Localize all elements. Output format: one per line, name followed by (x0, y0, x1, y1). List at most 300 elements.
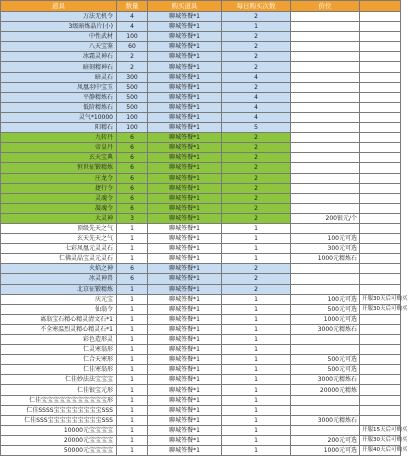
table-cell-qty: 2 (117, 52, 148, 62)
table-cell-name: 捷行令 (1, 183, 117, 193)
table-cell-item: 聊城签餐*1 (148, 405, 222, 415)
table-cell-note (360, 62, 401, 72)
table-cell-item: 聊城签餐*1 (148, 254, 222, 264)
table-cell-note (360, 284, 401, 294)
table-cell-note (360, 405, 401, 415)
table-cell-item: 聊城签餐*1 (148, 163, 222, 173)
table-cell-qty: 1 (117, 324, 148, 334)
header-cell: 数量 (117, 1, 148, 12)
table-cell-name: 顶级先天之气 (1, 223, 117, 233)
header-cell: 价位 (291, 1, 360, 12)
table-cell-item: 聊城签餐*1 (148, 52, 222, 62)
table-cell-qty: 1 (117, 244, 148, 254)
table-cell-item: 聊城签餐*1 (148, 92, 222, 102)
table-row (1, 395, 401, 405)
table-cell-qty: 1 (117, 425, 148, 435)
table-cell-lim: 2 (222, 213, 291, 223)
table-cell-qty: 6 (117, 203, 148, 213)
table-cell-item: 聊城签餐*1 (148, 213, 222, 223)
table-cell-name: 冰灵神兽 (1, 274, 117, 284)
table-cell-note (360, 92, 401, 102)
table-row (1, 223, 401, 233)
table-cell-note (360, 335, 401, 345)
table-cell-note (360, 143, 401, 153)
header-cell: 购买道具 (148, 1, 222, 12)
table-cell-note (360, 102, 401, 112)
table-cell-qty: 1 (117, 254, 148, 264)
table-cell-cost: 3000元精炼石 (291, 375, 360, 385)
table-cell-name: 庆元宝 (1, 294, 117, 304)
table-cell-qty: 4 (117, 22, 148, 32)
table-row (1, 183, 401, 193)
table-row (1, 92, 401, 102)
table-cell-item: 聊城签餐*1 (148, 375, 222, 385)
table-cell-note: 开服15天后可购买 (360, 425, 401, 435)
table-cell-cost (291, 284, 360, 294)
table-row (1, 446, 401, 456)
table-cell-note (360, 355, 401, 365)
table-cell-note (360, 203, 401, 213)
table-row (1, 133, 401, 143)
table-cell-item: 聊城签餐*1 (148, 32, 222, 42)
table-cell-lim: 2 (222, 264, 291, 274)
table-cell-item: 聊城签餐*1 (148, 314, 222, 324)
table-cell-item: 聊城签餐*1 (148, 42, 222, 52)
table-cell-name: 阳精石 (1, 123, 117, 133)
table-row (1, 62, 401, 72)
table-cell-lim: 1 (222, 375, 291, 385)
table-cell-lim: 2 (222, 82, 291, 92)
table-cell-note (360, 385, 401, 395)
table-cell-cost (291, 123, 360, 133)
table-cell-qty: 100 (117, 32, 148, 42)
table-cell-lim: 2 (222, 173, 291, 183)
table-cell-lim: 1 (222, 335, 291, 345)
table-body (1, 1, 408, 456)
table-cell-item: 聊城签餐*1 (148, 193, 222, 203)
table-cell-qty: 1 (117, 314, 148, 324)
table-cell-note (360, 234, 401, 244)
table-cell-cost: 300元可选 (291, 244, 360, 254)
table-cell-lim: 1 (222, 324, 291, 334)
table-row (1, 42, 401, 52)
table-cell-lim: 4 (222, 92, 291, 102)
table-cell-note (360, 22, 401, 32)
table-cell-lim: 1 (222, 234, 291, 244)
table-cell-item: 聊城签餐*1 (148, 153, 222, 163)
table-cell-cost (291, 163, 360, 173)
table-cell-note (360, 274, 401, 284)
table-cell-qty: 1 (117, 304, 148, 314)
table-cell-note: 开服40天后可购买 (360, 446, 401, 456)
table-cell-lim: 1 (222, 345, 291, 355)
table-cell-cost (291, 102, 360, 112)
table-cell-qty: 6 (117, 153, 148, 163)
table-cell-name: 3级暗炼晶片(小) (1, 22, 117, 32)
table-cell-lim: 1 (222, 355, 291, 365)
table-cell-name: 仁佳宝宝宝宝宝宝宝宝宝宝宝形 (1, 395, 117, 405)
table-cell-cost: 100元可选 (291, 294, 360, 304)
table-cell-cost (291, 82, 360, 92)
table-cell-note (360, 264, 401, 274)
table-cell-name: 仁佳银宝元形 (1, 385, 117, 395)
table-cell-note (360, 365, 401, 375)
table-cell-qty: 3 (117, 213, 148, 223)
table-cell-note (360, 82, 401, 92)
table-cell-item: 聊城签餐*1 (148, 304, 222, 314)
table-cell-item: 聊城签餐*1 (148, 385, 222, 395)
table-cell-qty: 1 (117, 375, 148, 385)
table-cell-lim: 2 (222, 12, 291, 22)
table-row (1, 22, 401, 32)
table-cell-lim: 1 (222, 446, 291, 456)
table-cell-item: 聊城签餐*1 (148, 123, 222, 133)
table-cell-cost (291, 72, 360, 82)
table-cell-item: 聊城签餐*1 (148, 62, 222, 72)
table-cell-note (360, 345, 401, 355)
table-cell-item: 聊城签餐*1 (148, 415, 222, 425)
table-cell-name: 八天宝鉴 (1, 42, 117, 52)
table-row (1, 324, 401, 334)
table-cell-qty: 1 (117, 335, 148, 345)
table-cell-note (360, 183, 401, 193)
table-cell-item: 聊城签餐*1 (148, 82, 222, 92)
table-cell-cost: 200银元/个 (291, 213, 360, 223)
table-cell-qty: 2 (117, 62, 148, 72)
table-row (1, 244, 401, 254)
table-cell-item: 聊城签餐*1 (148, 173, 222, 183)
table-cell-lim: 1 (222, 425, 291, 435)
table-row (1, 52, 401, 62)
table-cell-item: 聊城签餐*1 (148, 435, 222, 445)
table-cell-qty: 6 (117, 183, 148, 193)
table-cell-cost (291, 32, 360, 42)
table-cell-cost (291, 203, 360, 213)
table-cell-item: 聊城签餐*1 (148, 244, 222, 254)
table-cell-note (360, 375, 401, 385)
table-cell-qty: 1 (117, 294, 148, 304)
table-cell-qty: 6 (117, 274, 148, 284)
table-cell-cost (291, 264, 360, 274)
table-cell-qty: 100 (117, 112, 148, 122)
table-cell-qty: 300 (117, 72, 148, 82)
table-row (1, 112, 401, 122)
table-cell-item: 聊城签餐*1 (148, 274, 222, 284)
table-cell-cost: 500元可选 (291, 304, 360, 314)
table-cell-qty: 1 (117, 446, 148, 456)
table-cell-qty: 6 (117, 163, 148, 173)
table-row (1, 82, 401, 92)
table-cell-note (360, 213, 401, 223)
table-cell-cost (291, 274, 360, 284)
table-cell-cost (291, 92, 360, 102)
table-cell-lim: 1 (222, 314, 291, 324)
table-cell-item: 聊城签餐*1 (148, 22, 222, 32)
table-row (1, 32, 401, 42)
table-cell-lim: 1 (222, 385, 291, 395)
table-cell-item: 聊城签餐*1 (148, 284, 222, 294)
table-cell-qty: 4 (117, 12, 148, 22)
table-cell-lim: 2 (222, 284, 291, 294)
table-cell-lim: 2 (222, 32, 291, 42)
table-cell-lim: 5 (222, 123, 291, 133)
table-row (1, 234, 401, 244)
table-cell-lim: 2 (222, 42, 291, 52)
table-cell-name: 大灵神 (1, 213, 117, 223)
table-row (1, 405, 401, 415)
table-row (1, 345, 401, 355)
table-cell-cost (291, 223, 360, 233)
table-cell-item: 聊城签餐*1 (148, 72, 222, 82)
table-row (1, 173, 401, 183)
table-cell-item: 聊城签餐*1 (148, 112, 222, 122)
table-cell-name: 仙翁令 (1, 304, 117, 314)
table-cell-lim: 4 (222, 72, 291, 82)
table-cell-note (360, 42, 401, 52)
table-cell-item: 聊城签餐*1 (148, 446, 222, 456)
table-cell-qty: 6 (117, 173, 148, 183)
header-cell: 每日购买次数 (222, 1, 291, 12)
table-row (1, 12, 401, 22)
table-cell-item: 聊城签餐*1 (148, 234, 222, 244)
table-cell-name: 凤凰羽中宝玉 (1, 82, 117, 92)
table-cell-item: 聊城签餐*1 (148, 133, 222, 143)
table-cell-item: 聊城签餐*1 (148, 223, 222, 233)
table-row (1, 375, 401, 385)
table-cell-name: 冰霜灵神石 (1, 52, 117, 62)
table-cell-name: 仁佳妙法法宝宝宝 (1, 375, 117, 385)
table-cell-qty: 1 (117, 355, 148, 365)
table-cell-name: 凝魂令 (1, 203, 117, 213)
table-cell-lim: 1 (222, 304, 291, 314)
table-row (1, 72, 401, 82)
table-cell-item: 聊城签餐*1 (148, 294, 222, 304)
table-cell-name: 50000元宝宝宝宝 (1, 446, 117, 456)
table-cell-qty: 60 (117, 42, 148, 52)
table-cell-cost (291, 52, 360, 62)
table-cell-cost: 500元可选 (291, 365, 360, 375)
table-cell-name: 平静精炼石 (1, 92, 117, 102)
table-cell-name: 帝皇丹 (1, 143, 117, 153)
table-cell-cost (291, 22, 360, 32)
table-row (1, 143, 401, 153)
table-cell-qty: 6 (117, 143, 148, 153)
table-cell-cost (291, 62, 360, 72)
table-cell-note (360, 324, 401, 334)
table-cell-note: 开服30天后可购买 (360, 304, 401, 314)
table-cell-note (360, 254, 401, 264)
table-cell-cost (291, 193, 360, 203)
table-cell-note (360, 163, 401, 173)
table-row (1, 335, 401, 345)
table-cell-name: 10000元宝宝宝宝 (1, 425, 117, 435)
table-row (1, 193, 401, 203)
table-cell-name: 不全寒温烈灵精心精灵石*1 (1, 324, 117, 334)
table-row (1, 365, 401, 375)
table-cell-lim: 1 (222, 395, 291, 405)
table-row (1, 264, 401, 274)
table-row (1, 203, 401, 213)
table-cell-item: 聊城签餐*1 (148, 425, 222, 435)
table-cell-name: 火焰之神 (1, 264, 117, 274)
table-cell-item: 聊城签餐*1 (148, 102, 222, 112)
table-cell-name: 20000元宝宝宝宝 (1, 435, 117, 445)
table-cell-note (360, 193, 401, 203)
table-cell-name: 仁合天寒形 (1, 355, 117, 365)
table-row (1, 314, 401, 324)
table-row (1, 415, 401, 425)
table-cell-qty: 6 (117, 133, 148, 143)
table-row (1, 304, 401, 314)
table-cell-cost: 3000元精炼石 (291, 415, 360, 425)
table-cell-lim: 2 (222, 193, 291, 203)
table-cell-cost (291, 143, 360, 153)
table-cell-qty: 500 (117, 102, 148, 112)
table-cell-lim: 2 (222, 62, 291, 72)
table-cell-cost (291, 42, 360, 52)
table-cell-name: 北京征锻精炼 (1, 284, 117, 294)
table-cell-qty: 1 (117, 345, 148, 355)
table-cell-lim: 2 (222, 163, 291, 173)
table-cell-lim: 4 (222, 102, 291, 112)
table-cell-name: 离翁宝石精心精灵清文石*1 (1, 314, 117, 324)
table-cell-qty: 1 (117, 385, 148, 395)
table-cell-qty: 500 (117, 92, 148, 102)
table-cell-lim: 1 (222, 365, 291, 375)
table-cell-lim: 2 (222, 274, 291, 284)
table-cell-lim: 1 (222, 223, 291, 233)
table-cell-qty: 1 (117, 223, 148, 233)
table-cell-name: 仁佳SSSS宝宝宝宝宝宝宝宝SSS (1, 405, 117, 415)
table-cell-name: 仁灵寒翁形 (1, 345, 117, 355)
header-cell (360, 1, 401, 12)
table-cell-note (360, 72, 401, 82)
table-cell-note (360, 395, 401, 405)
table-cell-cost: 3000元精炼石 (291, 324, 360, 334)
table-cell-cost: 1000元精炼石 (291, 254, 360, 264)
table-cell-item: 聊城签餐*1 (148, 355, 222, 365)
table-cell-name: 九转丹 (1, 133, 117, 143)
table-row (1, 153, 401, 163)
table-cell-lim: 2 (222, 153, 291, 163)
table-cell-cost: 20000元精炼 (291, 385, 360, 395)
table-cell-item: 聊城签餐*1 (148, 324, 222, 334)
table-cell-cost (291, 395, 360, 405)
table-cell-note (360, 153, 401, 163)
table-cell-name: 暗刻精神石 (1, 62, 117, 72)
table-cell-lim: 2 (222, 133, 291, 143)
table-cell-note (360, 244, 401, 254)
table-cell-lim: 4 (222, 112, 291, 122)
table-row (1, 102, 401, 112)
table-row (1, 123, 401, 133)
table-cell-lim: 1 (222, 294, 291, 304)
table-row (1, 163, 401, 173)
table-cell-name: 暗灵石 (1, 72, 117, 82)
table-cell-cost (291, 335, 360, 345)
table-cell-cost (291, 153, 360, 163)
table-cell-item: 聊城签餐*1 (148, 395, 222, 405)
table-row (1, 294, 401, 304)
table-cell-cost (291, 12, 360, 22)
table-row (1, 355, 401, 365)
table-cell-note (360, 173, 401, 183)
table-cell-qty: 1 (117, 395, 148, 405)
table-cell-qty: 1 (117, 405, 148, 415)
table-cell-lim: 1 (222, 415, 291, 425)
table-cell-name: 灵气*10000 (1, 112, 117, 122)
table-cell-note (360, 123, 401, 133)
table-cell-qty: 1 (117, 435, 148, 445)
table-cell-note: 开服30天后可购买 (360, 294, 401, 304)
table-cell-qty: 500 (117, 82, 148, 92)
table-cell-cost (291, 173, 360, 183)
table-cell-cost: 100元可选 (291, 234, 360, 244)
table-cell-note (360, 52, 401, 62)
table-cell-cost (291, 112, 360, 122)
table-cell-lim: 1 (222, 244, 291, 254)
table-cell-item: 聊城签餐*1 (148, 143, 222, 153)
table-cell-item: 聊城签餐*1 (148, 203, 222, 213)
table-cell-note (360, 12, 401, 22)
table-cell-name: 玄天宝典 (1, 153, 117, 163)
header-row (1, 1, 401, 12)
table-cell-cost (291, 405, 360, 415)
table-cell-qty: 1 (117, 284, 148, 294)
table-cell-name: 恒世征锻精炼 (1, 163, 117, 173)
table-cell-item: 聊城签餐*1 (148, 12, 222, 22)
table-cell-item: 聊城签餐*1 (148, 335, 222, 345)
table-cell-cost: 1000元可选 (291, 314, 360, 324)
table-cell-name: 彩色造形灵 (1, 335, 117, 345)
table-cell-item: 聊城签餐*1 (148, 365, 222, 375)
table-cell-cost: 500元可选 (291, 355, 360, 365)
table-cell-note (360, 133, 401, 143)
table-cell-name: 万法无机令 (1, 12, 117, 22)
table-cell-lim: 1 (222, 435, 291, 445)
table-cell-name: 灵魂令 (1, 193, 117, 203)
table-row (1, 385, 401, 395)
table-cell-lim: 1 (222, 22, 291, 32)
table-row (1, 284, 401, 294)
table-row (1, 213, 401, 223)
table-cell-note: 开服30天后可购买 (360, 435, 401, 445)
table-cell-name: 庄龙令 (1, 173, 117, 183)
table-cell-cost: 1000元可选 (291, 446, 360, 456)
table-row (1, 425, 401, 435)
table-cell-cost (291, 133, 360, 143)
table-cell-qty: 1 (117, 234, 148, 244)
table-cell-qty: 6 (117, 264, 148, 274)
table-cell-item: 聊城签餐*1 (148, 345, 222, 355)
table-cell-name: 仁佳SSS宝宝宝宝宝宝宝宝宝SSS (1, 415, 117, 425)
table-cell-item: 聊城签餐*1 (148, 183, 222, 193)
table-cell-item: 聊城签餐*1 (148, 264, 222, 274)
table-cell-name: 仁佛灵晶宝灵元灵石 (1, 254, 117, 264)
table-row (1, 274, 401, 284)
table-cell-name: 中性武材 (1, 32, 117, 42)
header-cell: 道具 (1, 1, 117, 12)
table-cell-note (360, 415, 401, 425)
table-cell-note (360, 223, 401, 233)
table-cell-qty: 100 (117, 123, 148, 133)
table-cell-note (360, 314, 401, 324)
table-cell-cost (291, 345, 360, 355)
table-row (1, 435, 401, 445)
table-cell-lim: 2 (222, 143, 291, 153)
table-cell-qty: 1 (117, 415, 148, 425)
table-cell-lim: 2 (222, 203, 291, 213)
